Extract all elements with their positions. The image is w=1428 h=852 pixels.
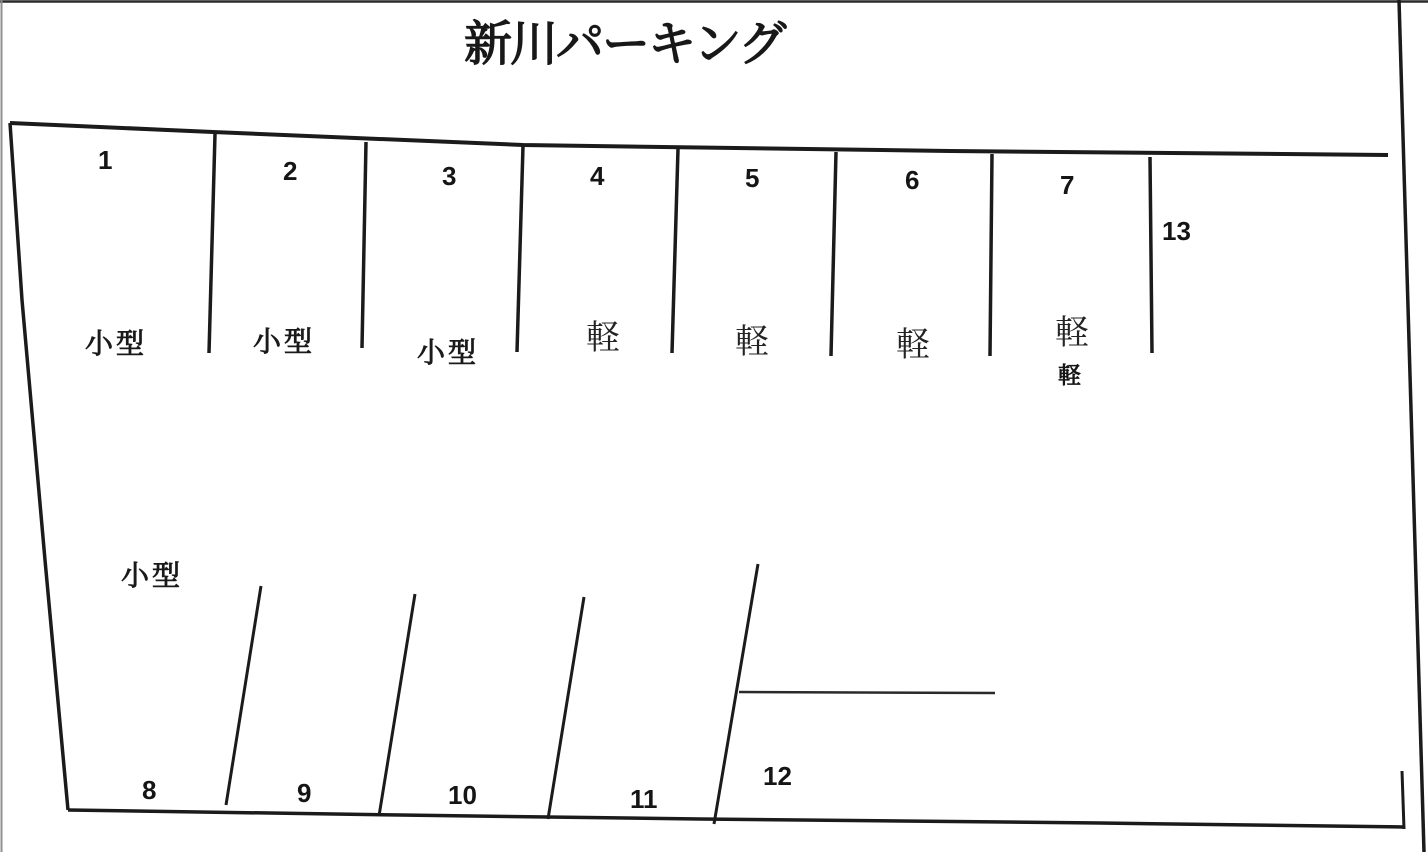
divider-7-13: [1150, 157, 1152, 353]
divider-9-10: [379, 594, 415, 816]
stall-2-number: 2: [283, 156, 298, 186]
divider-11-12: [714, 564, 758, 824]
stall-7-number: 7: [1060, 170, 1075, 200]
stall-5-number: 5: [745, 163, 760, 193]
divider-3-4: [517, 146, 523, 352]
stall-3-number: 3: [442, 161, 457, 191]
stall-12-number: 12: [763, 761, 792, 791]
stall-13-number: 13: [1162, 216, 1191, 246]
stall-4-type-label: 軽: [586, 319, 620, 357]
stall-2-type-label: 小型: [253, 326, 316, 357]
lot-top-border: [10, 123, 1388, 155]
divider-8-9: [226, 586, 261, 805]
stall-7-type-label: 軽: [1055, 314, 1089, 352]
divider-2-3: [362, 142, 366, 348]
stall-1-number: 1: [98, 145, 113, 175]
divider-5-6: [831, 152, 836, 356]
stall-11-number: 11: [630, 784, 658, 814]
stall-8-number: 8: [142, 775, 157, 805]
divider-6-7: [990, 154, 992, 356]
lot-bottom-right-tick: [1402, 771, 1404, 829]
stall-3-type-label: 小型: [417, 337, 480, 368]
stall-6-number: 6: [905, 165, 920, 195]
lot-left-border: [10, 123, 68, 810]
bottom-row-type-label: 小型: [121, 560, 184, 591]
divider-4-5: [672, 149, 678, 353]
divider-10-11: [548, 597, 584, 819]
scan-right-edge: [1399, 0, 1424, 852]
stall-1-type-label: 小型: [85, 328, 148, 359]
page-title: 新川パーキング: [464, 18, 785, 71]
lot-bottom-border: [68, 810, 1403, 827]
stall-4-number: 4: [590, 161, 605, 191]
stall-10-number: 10: [448, 780, 477, 810]
stall-5-type-label: 軽: [735, 323, 769, 361]
divider-1-2: [209, 134, 215, 353]
stall-12-top-line: [739, 692, 995, 693]
stall-6-type-label: 軽: [896, 326, 930, 364]
stall-7-type-label-secondary: 軽: [1058, 362, 1081, 388]
stall-9-number: 9: [297, 778, 312, 808]
